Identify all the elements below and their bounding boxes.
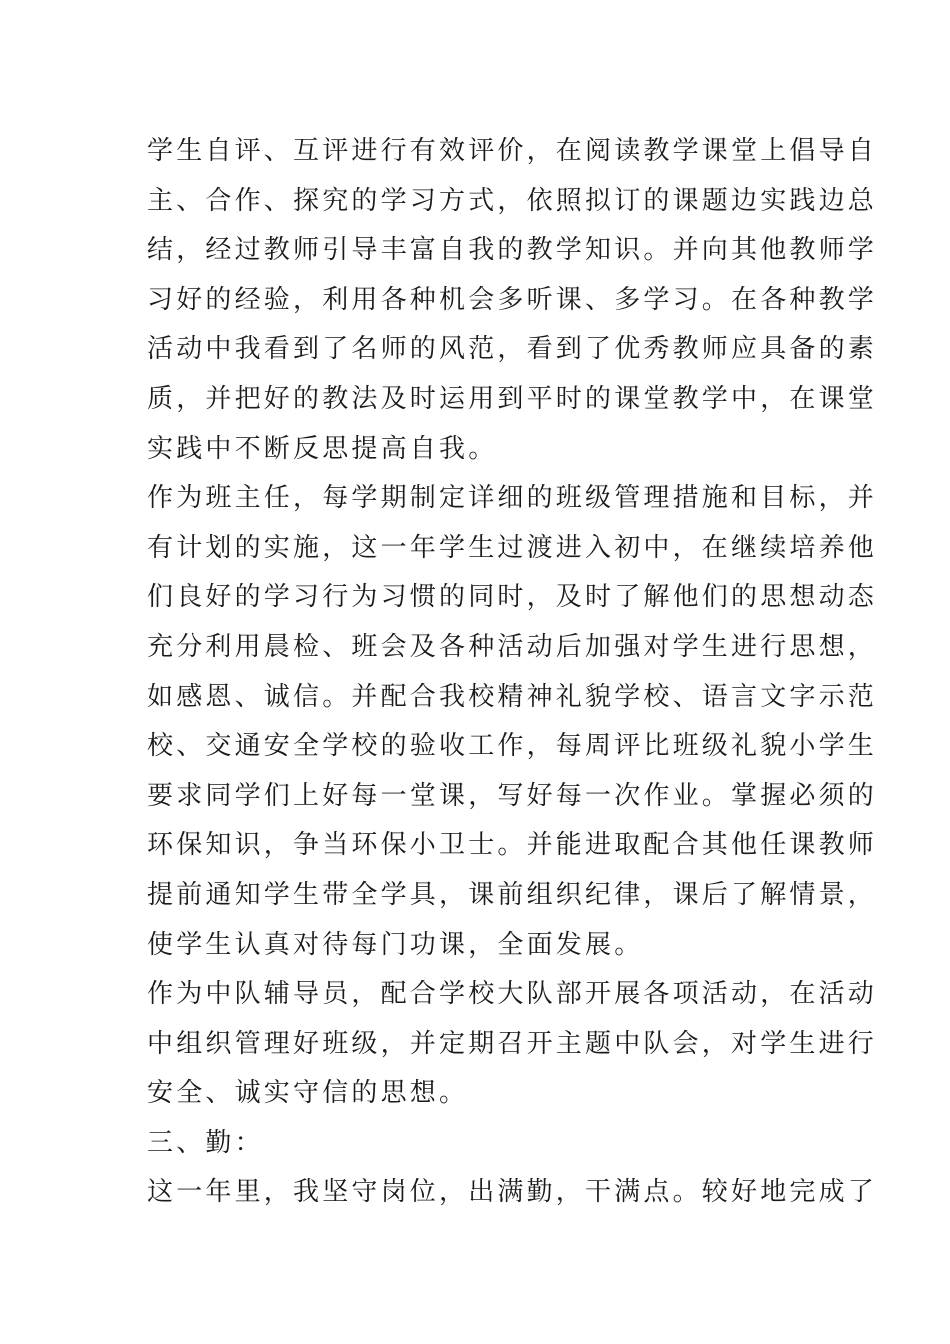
- text-line: 活动中我看到了名师的风范，看到了优秀教师应具备的素: [147, 334, 878, 365]
- text-line: 这一年里，我坚守岗位，出满勤，干满点。较好地完成了: [147, 1177, 878, 1208]
- text-line: 质，并把好的教法及时运用到平时的课堂教学中，在课堂: [147, 383, 878, 414]
- text-line: 校、交通安全学校的验收工作，每周评比班级礼貌小学生: [147, 731, 878, 762]
- text-line: 安全、诚实守信的思想。: [147, 1078, 469, 1109]
- text-line: 结，经过教师引导丰富自我的教学知识。并向其他教师学: [147, 235, 878, 266]
- text-line: 作为班主任，每学期制定详细的班级管理措施和目标，并: [147, 483, 878, 514]
- text-line: 使学生认真对待每门功课，全面发展。: [147, 929, 644, 960]
- text-line: 主、合作、探究的学习方式，依照拟订的课题边实践边总: [147, 185, 878, 216]
- section-heading: 三、勤：: [147, 1127, 264, 1158]
- body-text: [147, 127, 878, 1218]
- text-line: 提前通知学生带全学具，课前组织纪律，课后了解情景，: [147, 879, 878, 910]
- text-line: 有计划的实施，这一年学生过渡进入初中，在继续培养他: [147, 532, 878, 563]
- text-line: 环保知识，争当环保小卫士。并能进取配合其他任课教师: [147, 830, 878, 861]
- text-line: 们良好的学习行为习惯的同时，及时了解他们的思想动态: [147, 582, 878, 613]
- text-line: 中组织管理好班级，并定期召开主题中队会，对学生进行: [147, 1028, 878, 1059]
- text-line: 充分利用晨检、班会及各种活动后加强对学生进行思想，: [147, 631, 878, 662]
- text-line: 作为中队辅导员，配合学校大队部开展各项活动，在活动: [147, 979, 878, 1010]
- text-line: 实践中不断反思提高自我。: [147, 433, 498, 464]
- text-line: 要求同学们上好每一堂课，写好每一次作业。掌握必须的: [147, 780, 878, 811]
- text-line: 学生自评、互评进行有效评价，在阅读教学课堂上倡导自: [147, 136, 878, 166]
- text-line: 如感恩、诚信。并配合我校精神礼貌学校、语言文字示范: [147, 681, 878, 712]
- text-line: 习好的经验，利用各种机会多听课、多学习。在各种教学: [147, 284, 878, 315]
